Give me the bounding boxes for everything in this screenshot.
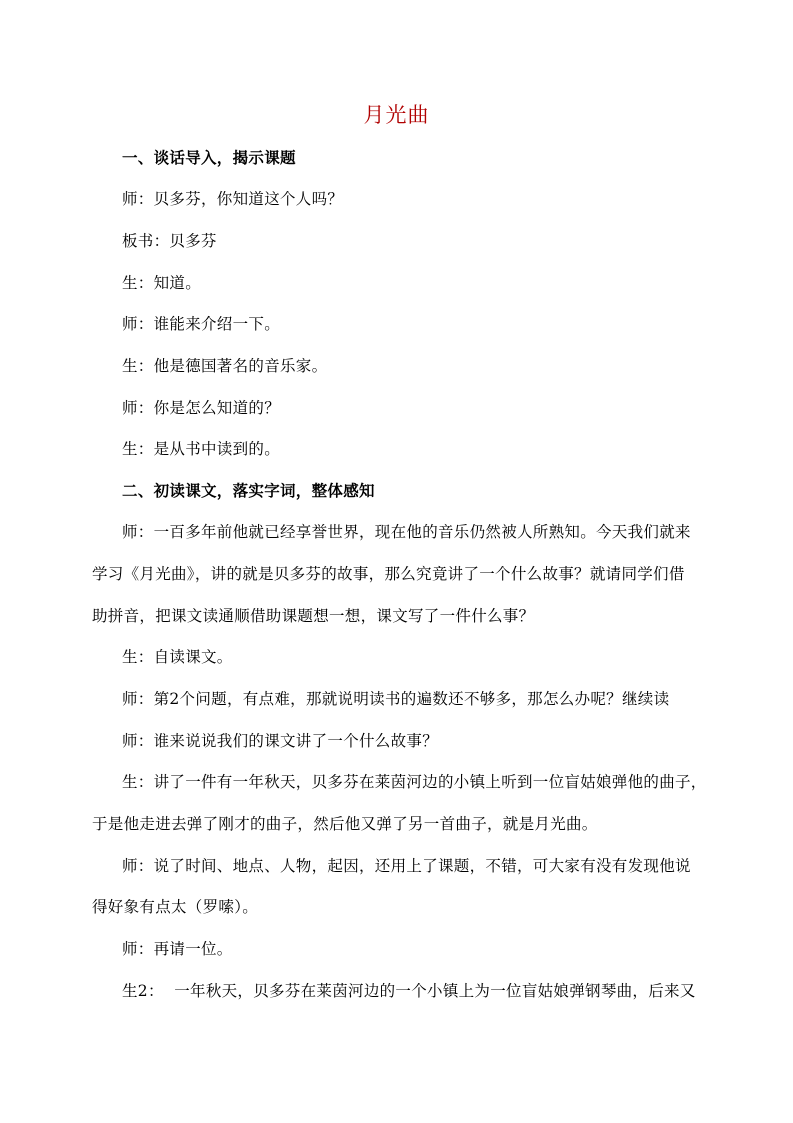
paragraph: 生：自读课文。: [122, 648, 233, 666]
section-heading-2: 二、初读课文，落实字词，整体感知: [122, 481, 375, 500]
paragraph: 板书：贝多芬: [122, 232, 217, 250]
paragraph: 生：是从书中读到的。: [122, 440, 281, 458]
paragraph: 生：他是德国著名的音乐家。: [122, 357, 328, 375]
paragraph-line: 生：讲了一件有一年秋天，贝多芬在莱茵河边的小镇上听到一位盲姑娘弹他的曲子，: [122, 773, 707, 791]
paragraph-line: 助拼音，把课文读通顺借助课题想一想，课文写了一件什么事？: [92, 607, 535, 625]
paragraph: 师：你是怎么知道的？: [122, 399, 281, 417]
paragraph: 师：贝多芬，你知道这个人吗？: [122, 190, 344, 208]
paragraph: 师：第2个问题，有点难，那就说明读书的遍数还不够多，那怎么办呢？继续读: [122, 690, 670, 708]
document-title: 月光曲: [363, 103, 430, 127]
paragraph-line: 师：一百多年前他就已经享誉世界，现在他的音乐仍然被人所熟知。今天我们就来: [122, 523, 691, 541]
paragraph: 师：谁来说说我们的课文讲了一个什么故事？: [122, 732, 439, 750]
paragraph-line: 师：说了时间、地点、人物，起因，还用上了课题，不错，可大家有没有发现他说: [122, 857, 691, 875]
paragraph: 生：知道。: [122, 274, 202, 292]
paragraph: 师：再请一位。: [122, 940, 233, 958]
paragraph-line: 得好象有点太（罗嗦）。: [92, 898, 259, 916]
section-heading-1: 一、谈话导入，揭示课题: [122, 148, 296, 167]
paragraph-line: 生2： 一年秋天，贝多芬在莱茵河边的一个小镇上为一位盲姑娘弹钢琴曲，后来又: [122, 982, 696, 1000]
paragraph-line: 学习《月光曲》，讲的就是贝多芬的故事，那么究竟讲了一个什么故事？就请同学们借: [92, 565, 685, 583]
paragraph-line: 于是他走进去弹了刚才的曲子，然后他又弹了另一首曲子，就是月光曲。: [92, 815, 598, 833]
paragraph: 师：谁能来介绍一下。: [122, 315, 281, 333]
